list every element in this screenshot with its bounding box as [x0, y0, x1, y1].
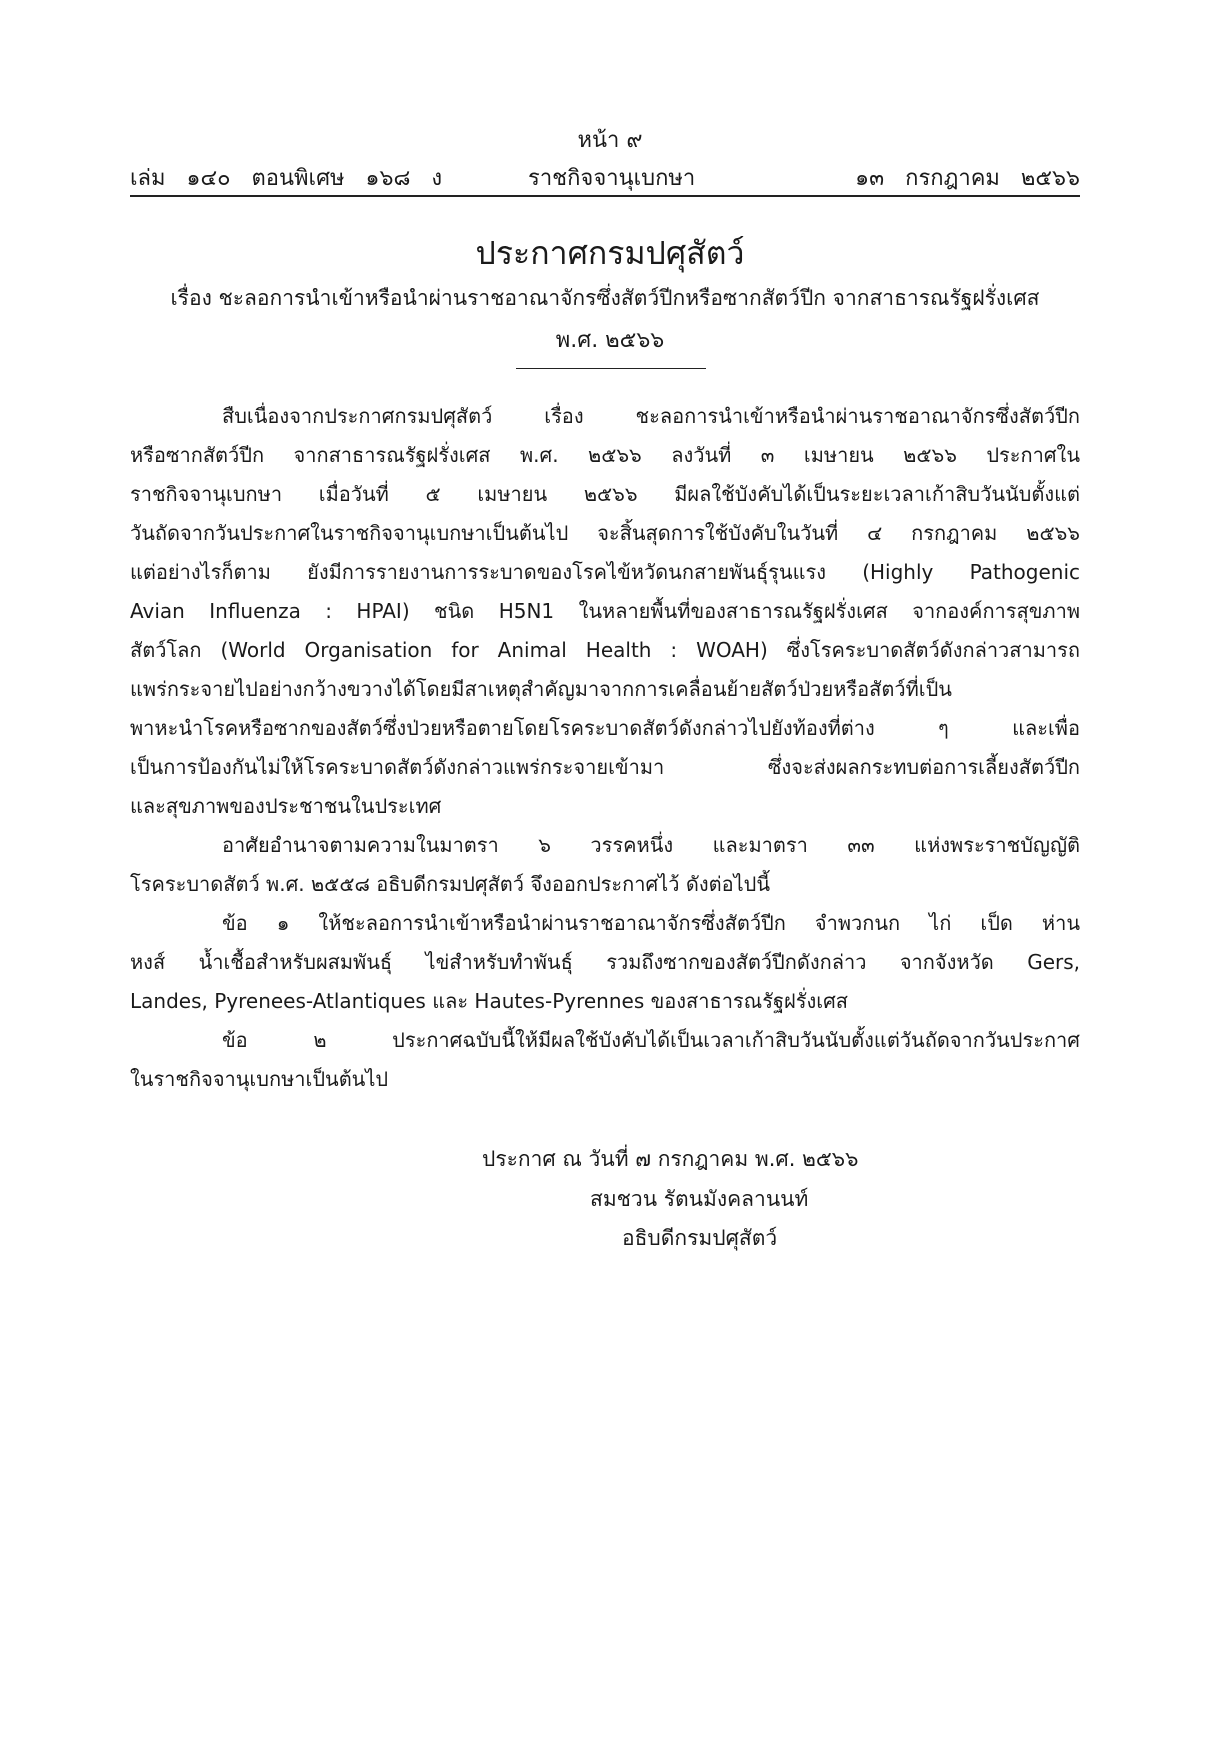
page-number: หน้า ๙ [577, 128, 643, 153]
signatory-position: อธิบดีกรมปศุสัตว์ [622, 1226, 778, 1250]
paragraph-line: พาหะนำโรคหรือซากของสัตว์ซึ่งป่วยหรือตายโดยโรคระบาดสัตว์ดังกล่าวไปยังท้องที่ต่าง ๆ และเพื่อ [130, 716, 1080, 740]
signatory-name: สมชวน รัตนมังคลานนท์ [590, 1187, 809, 1211]
gazette-date: ๑๓ กรกฎาคม ๒๕๖๖ [855, 166, 1080, 191]
paragraph-line: Landes, Pyrenees-Atlantiques และ Hautes-Pyrennes ของสาธารณรัฐฝรั่งเศส [130, 989, 848, 1013]
volume-issue: เล่ม ๑๔๐ ตอนพิเศษ ๑๖๘ ง [130, 166, 443, 191]
title-divider [516, 368, 706, 369]
paragraph-line: สืบเนื่องจากประกาศกรมปศุสัตว์ เรื่อง ชะลอการนำเข้าหรือนำผ่านราชอาณาจักรซึ่งสัตว์ปีก [222, 404, 1080, 428]
paragraph-line: อาศัยอำนาจตามความในมาตรา ๖ วรรคหนึ่ง และมาตรา ๓๓ แห่งพระราชบัญญัติ [222, 833, 1080, 857]
paragraph-line: แพร่กระจายไปอย่างกว้างขวางได้โดยมีสาเหตุสำคัญมาจากการเคลื่อนย้ายสัตว์ป่วยหรือสัตว์ที่เป็น [130, 677, 952, 701]
gazette-header [130, 160, 1080, 194]
paragraph-line: Avian Influenza : HPAI) ชนิด H5N1 ในหลายพื้นที่ของสาธารณรัฐฝรั่งเศส จากองค์การสุขภาพ [130, 599, 1080, 623]
paragraph-line: ข้อ ๒ ประกาศฉบับนี้ให้มีผลใช้บังคับได้เป็นเวลาเก้าสิบวันนับตั้งแต่วันถัดจากวันประกาศ [222, 1028, 1080, 1052]
paragraph-line: ข้อ ๑ ให้ชะลอการนำเข้าหรือนำผ่านราชอาณาจักรซึ่งสัตว์ปีก จำพวกนก ไก่ เป็ด ห่าน [222, 911, 1080, 935]
clause-1 [130, 904, 1080, 1021]
paragraph-line: โรคระบาดสัตว์ พ.ศ. ๒๕๕๘ อธิบดีกรมปศุสัตว์ จึงออกประกาศไว้ ดังต่อไปนี้ [130, 872, 771, 896]
paragraph-line: ราชกิจจานุเบกษา เมื่อวันที่ ๕ เมษายน ๒๕๖๖ มีผลใช้บังคับได้เป็นระยะเวลาเก้าสิบวันนับตั้งแต่ [130, 482, 1080, 506]
header-divider [130, 195, 1080, 197]
paragraph-1 [130, 397, 1080, 826]
paragraph-line: วันถัดจากวันประกาศในราชกิจจานุเบกษาเป็นต้นไป จะสิ้นสุดการใช้บังคับในวันที่ ๔ กรกฎาคม ๒๕๖๖ [130, 521, 1080, 545]
clause-2 [130, 1021, 1080, 1099]
gazette-name: ราชกิจจานุเบกษา [528, 166, 696, 191]
announcement-year: พ.ศ. ๒๕๖๖ [555, 328, 665, 353]
announcement-title: ประกาศกรมปศุสัตว์ [475, 234, 745, 272]
paragraph-line: ในราชกิจจานุเบกษาเป็นต้นไป [130, 1067, 389, 1091]
paragraph-2 [130, 826, 1080, 904]
announcement-subject: เรื่อง ชะลอการนำเข้าหรือนำผ่านราชอาณาจักรซึ่งสัตว์ปีกหรือซากสัตว์ปีก จากสาธารณรัฐฝรั่งเศส [170, 286, 1040, 310]
paragraph-line: แต่อย่างไรก็ตาม ยังมีการรายงานการระบาดของโรคไข้หวัดนกสายพันธุ์รุนแรง (Highly Pathogenic [130, 560, 1080, 584]
paragraph-line: สัตว์โลก (World Organisation for Animal Health : WOAH) ซึ่งโรคระบาดสัตว์ดังกล่าวสามารถ [130, 638, 1080, 662]
paragraph-line: เป็นการป้องกันไม่ให้โรคระบาดสัตว์ดังกล่าวแพร่กระจายเข้ามา ซึ่งจะส่งผลกระทบต่อการเลี้ยงสัตว์ปีก [130, 755, 1080, 779]
paragraph-line: หรือซากสัตว์ปีก จากสาธารณรัฐฝรั่งเศส พ.ศ. ๒๕๖๖ ลงวันที่ ๓ เมษายน ๒๕๖๖ ประกาศใน [130, 443, 1080, 467]
paragraph-line: และสุขภาพของประชาชนในประเทศ [130, 794, 442, 818]
announcement-date: ประกาศ ณ วันที่ ๗ กรกฎาคม พ.ศ. ๒๕๖๖ [482, 1147, 859, 1171]
paragraph-line: หงส์ น้ำเชื้อสำหรับผสมพันธุ์ ไข่สำหรับทำพันธุ์ รวมถึงซากของสัตว์ปีกดังกล่าว จากจังหวัด Gers, [130, 950, 1080, 974]
